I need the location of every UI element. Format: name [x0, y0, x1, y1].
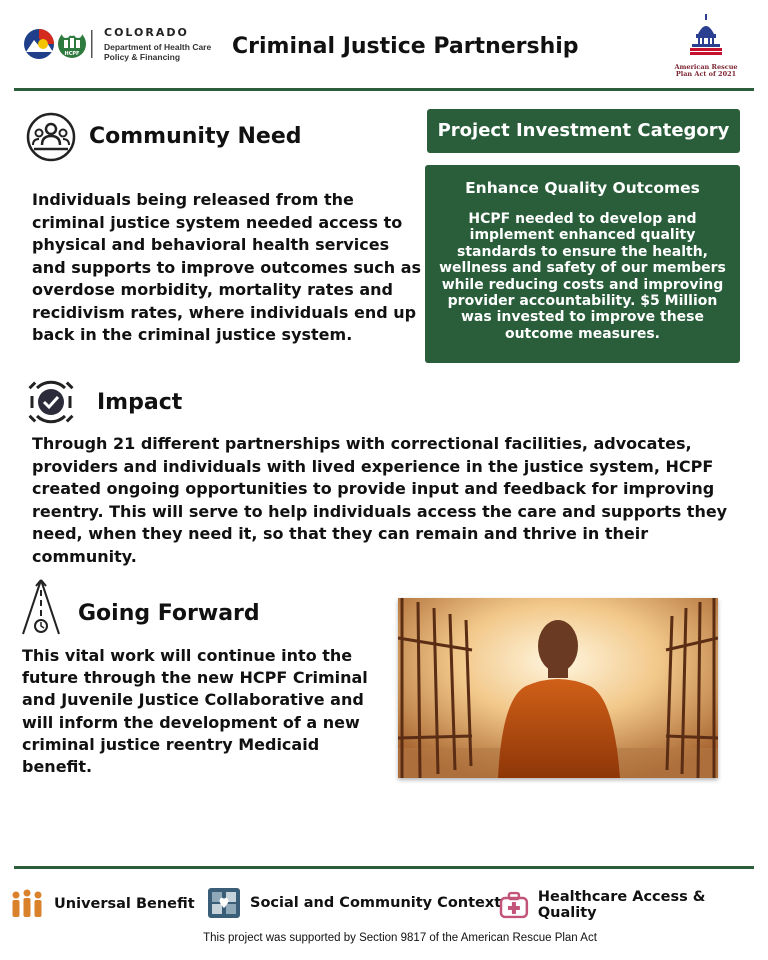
arp-line-2: Plan Act of 2021: [675, 70, 737, 78]
investment-category-header: Project Investment Category: [427, 109, 740, 153]
state-name: COLORADO: [104, 26, 189, 39]
person-at-gate-image: [398, 598, 718, 778]
department-line-1: Department of Health Care: [104, 42, 212, 52]
header-divider: [14, 88, 754, 91]
investment-category-card: [425, 165, 740, 363]
footer-universal-benefit-label: Universal Benefit: [54, 896, 195, 912]
funding-note: This project was supported by Section 9817 of the American Rescue Plan Act: [203, 932, 597, 944]
footer-divider: [14, 866, 754, 869]
going-forward-text: This vital work will continue into the future through the new HCPF Criminal and Juvenile Justice Collaborative and will inform the development of a new criminal justice reentry Medicaid benefit.: [22, 646, 368, 777]
footer-social-community: [206, 886, 501, 920]
page-header: [0, 0, 768, 92]
capitol-dome-icon: [686, 14, 726, 58]
footer-healthcare-access: [499, 889, 768, 921]
footer-social-community-label: Social and Community Context: [250, 895, 502, 911]
incarcerated-person-photo: [398, 598, 718, 778]
medical-kit-icon: [499, 891, 529, 919]
community-group-icon: [26, 112, 76, 162]
community-need-title: Community Need: [89, 124, 302, 149]
american-rescue-plan-logo: [668, 14, 744, 86]
department-name: [104, 27, 211, 62]
investment-category-name: Enhance Quality Outcomes: [465, 179, 700, 197]
investment-category-description: HCPF needed to develop and implement enhanced quality standards to ensure the health, wellness and safety of our members while reducing costs and improving provider accountability. $5 Million was invested to improve these outcome measures.: [439, 211, 726, 342]
footer-universal-benefit: [10, 889, 195, 919]
people-group-icon: [10, 889, 44, 919]
target-check-icon: [27, 378, 75, 426]
community-need-text: Individuals being released from the criminal justice system needed access to physical and behavioral health services and supports to improve outcomes such as overdose morbidity, mortality rates and recidivism rates, where individuals end up back in the criminal justice system.: [32, 190, 422, 344]
department-line-2: Policy & Financing: [104, 52, 181, 62]
road-clock-icon: [20, 578, 62, 636]
going-forward-title: Going Forward: [78, 601, 260, 626]
community-puzzle-icon: [206, 886, 242, 920]
impact-text: Through 21 different partnerships with correctional facilities, advocates, providers and individuals with lived experience in the justice system, HCPF created ongoing opportunities to provide input and feedback for improving reentry. This will serve to help individuals access the care and supports they need, when they need it, so that they can remain and thrive in their community.: [32, 434, 728, 566]
colorado-state-logo-icon: [22, 26, 102, 62]
page-title: Criminal Justice Partnership: [232, 34, 579, 59]
hcpf-badge-text: HCPF: [64, 51, 80, 57]
impact-title: Impact: [97, 390, 183, 415]
arp-line-1: American Rescue: [674, 63, 738, 71]
footer-healthcare-access-label: Healthcare Access & Quality: [537, 889, 706, 921]
